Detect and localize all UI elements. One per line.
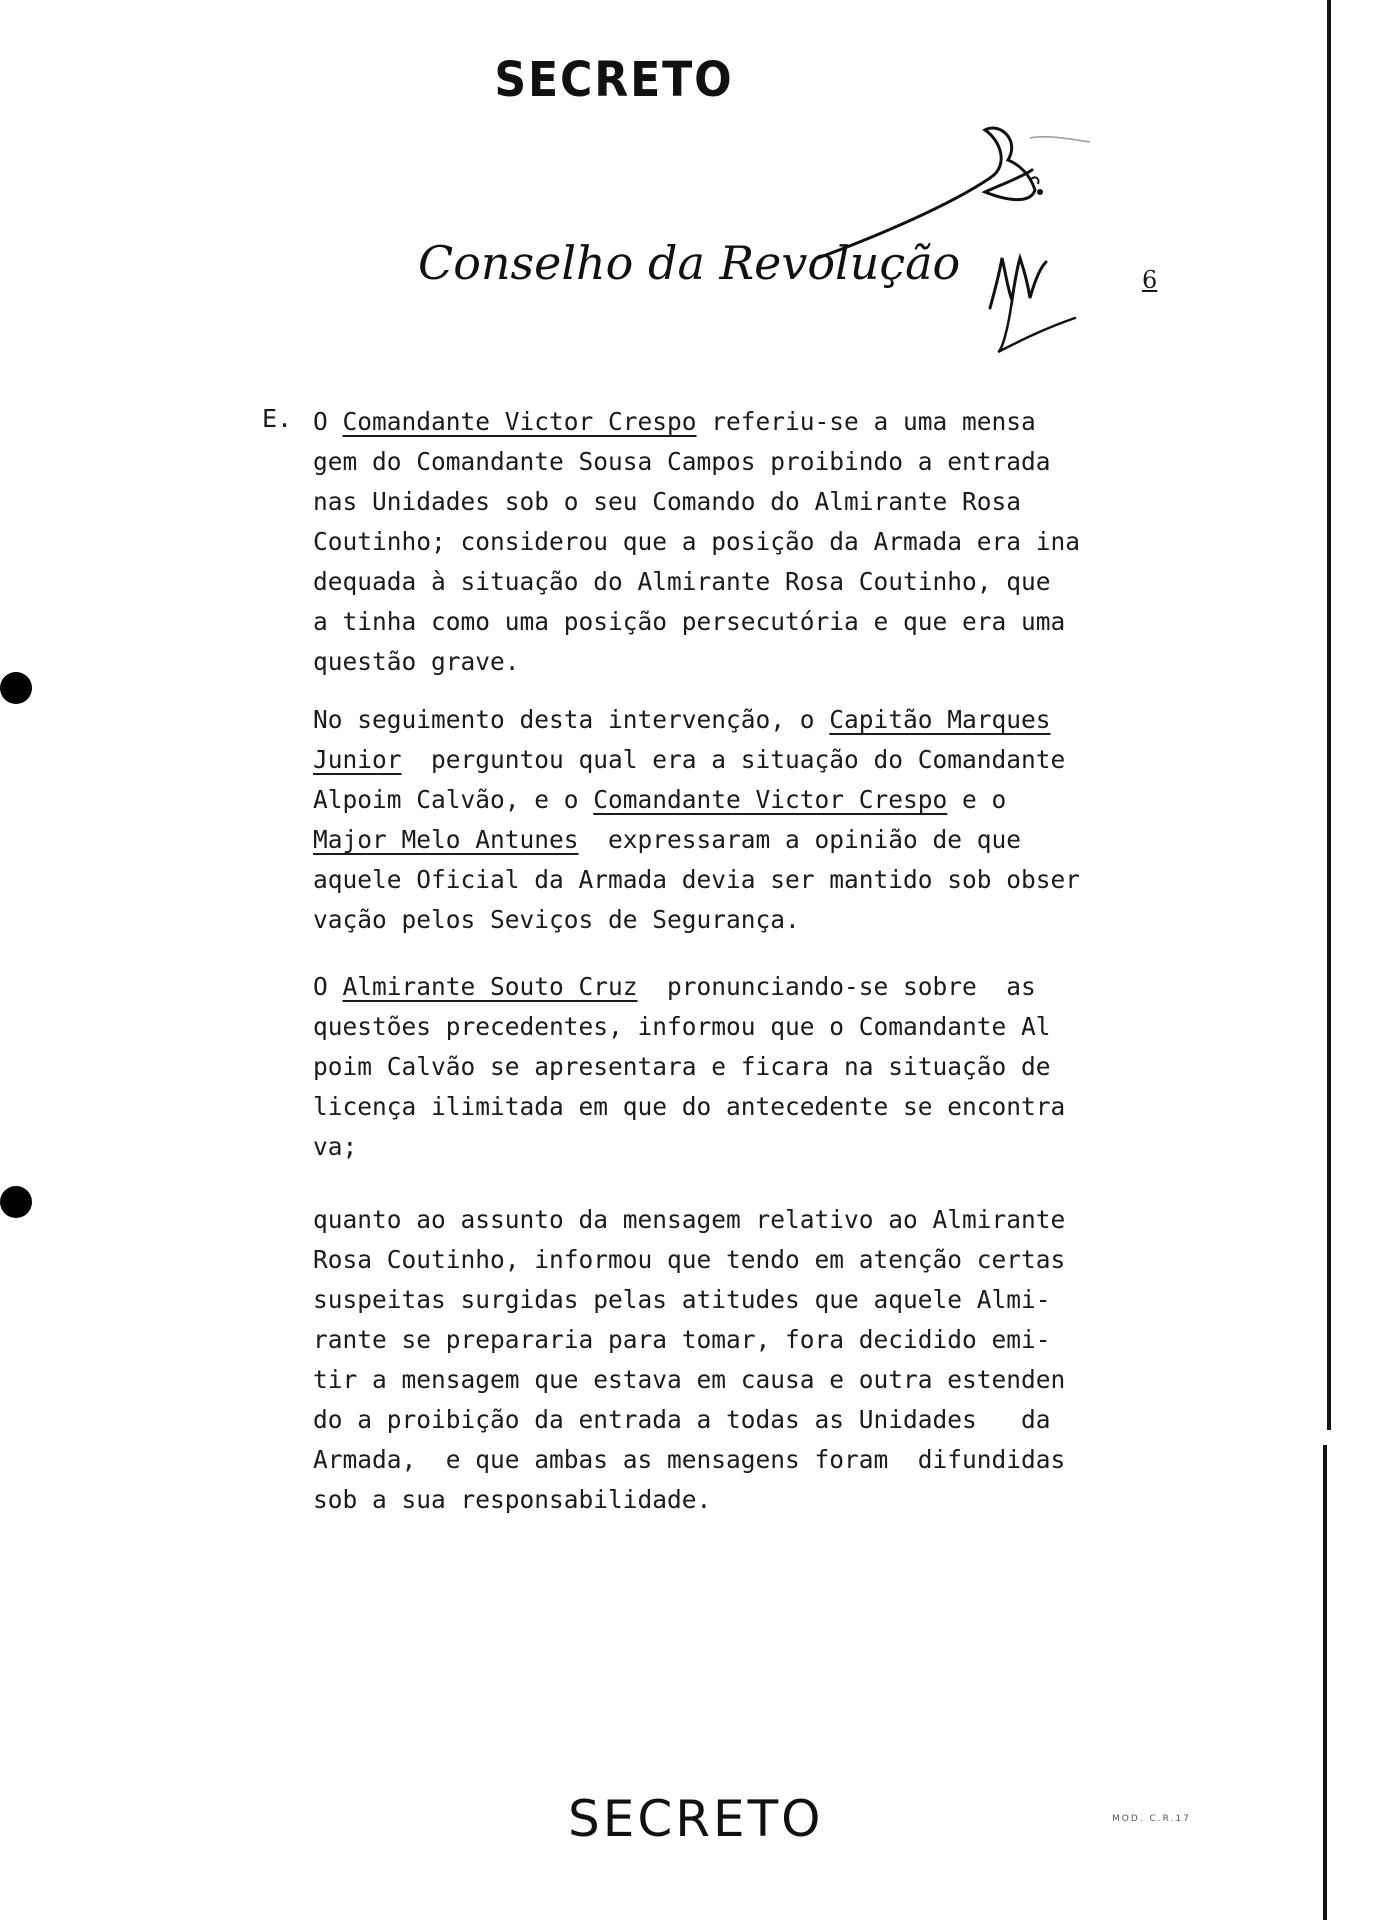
text-segment: pronunciando-se sobre as (637, 972, 1036, 1001)
text-line (313, 1240, 1163, 1280)
text-line (313, 1007, 1163, 1047)
text-segment: referiu-se a uma mensa (696, 407, 1036, 436)
text-segment: do a proibição da entrada a todas as Unidades da (313, 1405, 1051, 1434)
text-segment: perguntou qual era a situação do Comandante (401, 745, 1066, 774)
binder-hole-bottom (0, 1186, 32, 1218)
text-line (313, 900, 1163, 940)
text-line (313, 482, 1163, 522)
text-line (313, 1440, 1163, 1480)
text-segment: aquele Oficial da Armada devia ser mantido sob obser (313, 865, 1081, 894)
text-segment: sob a sua responsabilidade. (313, 1485, 712, 1514)
text-line (313, 860, 1163, 900)
secret-stamp-bottom: SECRETO (568, 1790, 824, 1848)
text-line (313, 1087, 1163, 1127)
text-segment: Alpoim Calvão, e o (313, 785, 594, 814)
margin-line-upper (1327, 0, 1331, 1430)
text-segment: poim Calvão se apresentara e ficara na situação de (313, 1052, 1051, 1081)
letterhead: Conselho da Revolução (418, 236, 961, 290)
text-line (313, 967, 1163, 1007)
text-segment: O (313, 407, 343, 436)
text-segment: nas Unidades sob o seu Comando do Almirante Rosa (313, 487, 1022, 516)
text-line (313, 820, 1163, 860)
section-letter: E. (262, 404, 293, 433)
text-line (313, 602, 1163, 642)
text-segment: Armada, e que ambas as mensagens foram difundidas (313, 1445, 1066, 1474)
text-segment: dequada à situação do Almirante Rosa Coutinho, que (313, 567, 1051, 596)
text-segment: suspeitas surgidas pelas atitudes que aquele Almi- (313, 1285, 1051, 1314)
paragraph-4 (313, 1200, 1163, 1520)
text-line (313, 1360, 1163, 1400)
text-line (313, 562, 1163, 602)
text-segment: quanto ao assunto da mensagem relativo ao Almirante (313, 1205, 1066, 1234)
text-segment: No seguimento desta intervenção, o (313, 705, 830, 734)
text-segment: e o (947, 785, 1007, 814)
text-line (313, 780, 1163, 820)
page-number: 6 (1142, 266, 1158, 294)
handwritten-signature (0, 0, 1376, 400)
text-line (313, 1127, 1163, 1167)
text-line (313, 1400, 1163, 1440)
underlined-name: Comandante Victor Crespo (342, 407, 697, 436)
text-line (313, 642, 1163, 682)
text-segment: vação pelos Seviços de Segurança. (313, 905, 800, 934)
margin-line-lower (1323, 1445, 1327, 1920)
form-code: MOD. C.R.17 (1112, 1814, 1191, 1824)
text-segment: licença ilimitada em que do antecedente se encontra (313, 1092, 1066, 1121)
underlined-name: Almirante Souto Cruz (342, 972, 638, 1001)
text-segment: questões precedentes, informou que o Comandante Al (313, 1012, 1051, 1041)
underlined-name: Capitão Marques (829, 705, 1051, 734)
paragraph-1 (313, 402, 1163, 682)
binder-hole-top (0, 672, 32, 704)
secret-stamp-top: SECRETO (494, 52, 734, 108)
text-line (313, 1320, 1163, 1360)
text-line (313, 740, 1163, 780)
text-line (313, 402, 1163, 442)
text-line (313, 442, 1163, 482)
underlined-name: Comandante Victor Crespo (593, 785, 948, 814)
text-line (313, 1480, 1163, 1520)
text-segment: gem do Comandante Sousa Campos proibindo a entrada (313, 447, 1051, 476)
text-segment: Coutinho; considerou que a posição da Armada era ina (313, 527, 1081, 556)
text-segment: expressaram a opinião de que (578, 825, 1022, 854)
text-segment: va; (313, 1132, 358, 1161)
text-line (313, 522, 1163, 562)
text-segment: Rosa Coutinho, informou que tendo em atenção certas (313, 1245, 1066, 1274)
text-segment: questão grave. (313, 647, 520, 676)
text-line (313, 1280, 1163, 1320)
text-line (313, 700, 1163, 740)
text-segment: rante se prepararia para tomar, fora decidido emi- (313, 1325, 1051, 1354)
underlined-name: Major Melo Antunes (313, 825, 579, 854)
paragraph-2 (313, 700, 1163, 940)
text-line (313, 1047, 1163, 1087)
text-segment: O (313, 972, 343, 1001)
paragraph-3 (313, 967, 1163, 1167)
text-segment: tir a mensagem que estava em causa e outra estenden (313, 1365, 1066, 1394)
text-line (313, 1200, 1163, 1240)
text-segment: a tinha como uma posição persecutória e que era uma (313, 607, 1066, 636)
underlined-name: Junior (313, 745, 402, 774)
